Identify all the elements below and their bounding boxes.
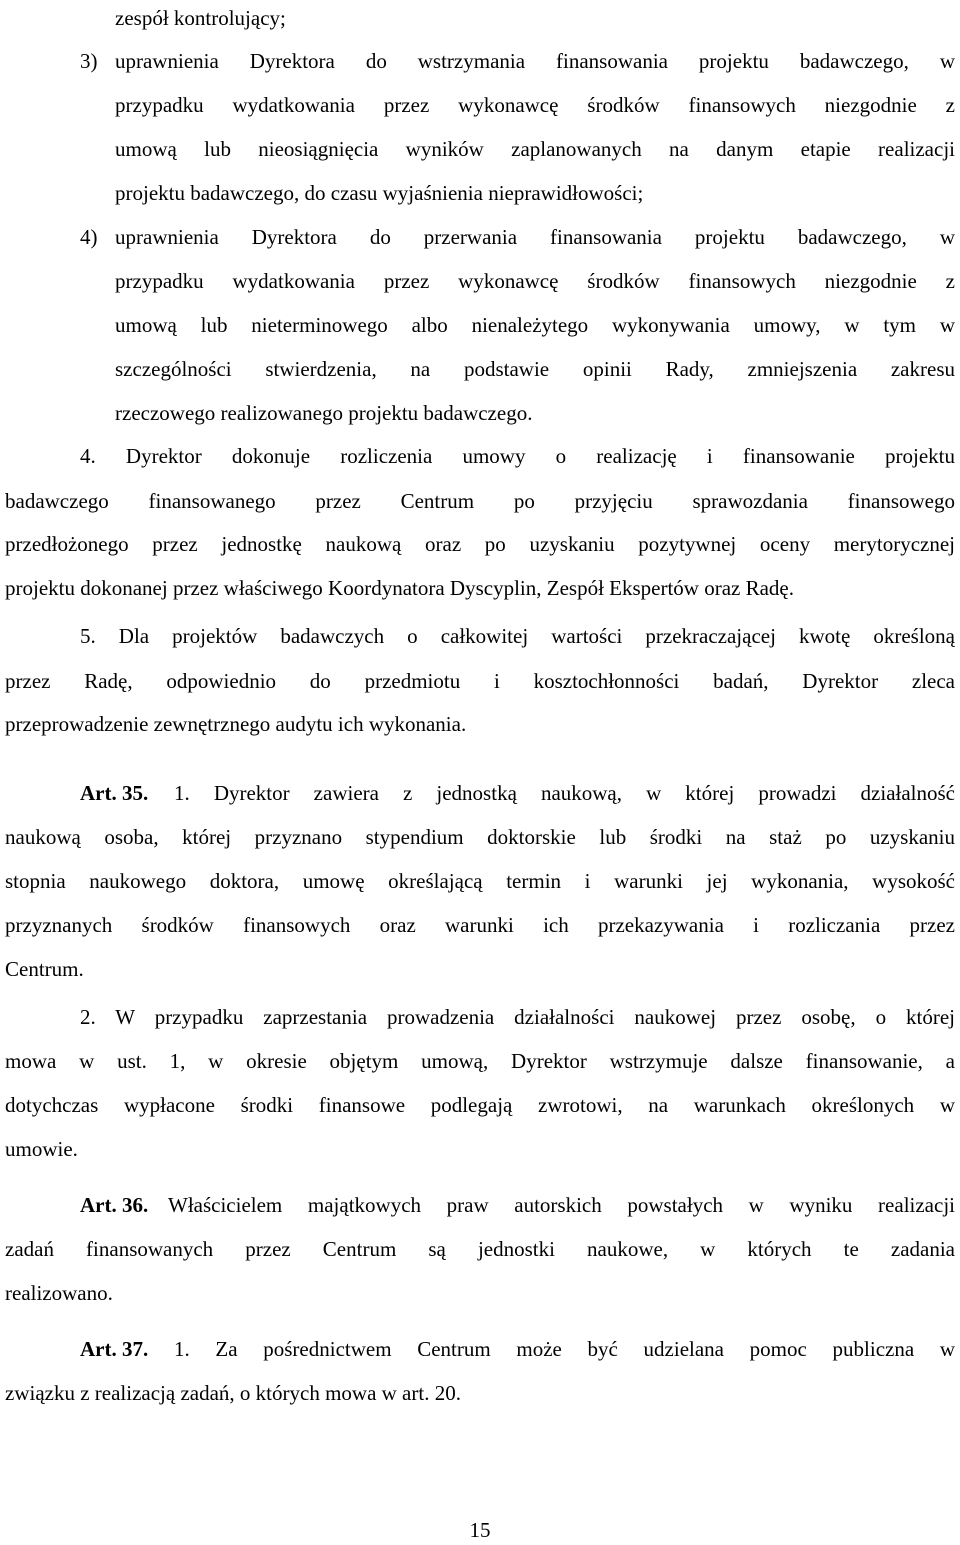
paragraph-line: 1. Za pośrednictwem Centrum może być udzielana pomoc publiczna w [174,1337,955,1361]
paragraph-line: 4. Dyrektor dokonuje rozliczenia umowy o realizację i finansowanie projektu [80,444,955,468]
paragraph-line: zadań finansowanych przez Centrum są jednostki naukowe, w których te zadania [5,1237,955,1261]
list-item-text: umową lub nieterminowego albo nienależytego wykonywania umowy, w tym w [115,313,955,337]
paragraph-line: mowa w ust. 1, w okresie objętym umową, Dyrektor wstrzymuje dalsze finansowanie, a [5,1049,955,1073]
paragraph-line: umowie. [5,1137,78,1161]
paragraph-line: Centrum. [5,957,84,981]
paragraph-line: realizowano. [5,1281,113,1305]
paragraph-line: przedłożonego przez jednostkę naukową oraz po uzyskaniu pozytywnej oceny merytorycznej [5,532,955,556]
article-heading: Art. 35. [80,781,149,805]
paragraph-line: przez Radę, odpowiednio do przedmiotu i kosztochłonności badań, Dyrektor zleca [5,669,955,693]
paragraph-line: naukową osoba, której przyznano stypendium doktorskie lub środki na staż po uzyskaniu [5,825,955,849]
paragraph-line: badawczego finansowanego przez Centrum po przyjęciu sprawozdania finansowego [5,489,955,513]
paragraph-line: przyznanych środków finansowych oraz warunki ich przekazywania i rozliczania przez [5,913,955,937]
paragraph-line: przeprowadzenie zewnętrznego audytu ich wykonania. [5,712,467,736]
paragraph-line: stopnia naukowego doktora, umowę określającą termin i warunki jej wykonania, wysokość [5,869,955,893]
paragraph-line: dotychczas wypłacone środki finansowe podlegają zwrotowi, na warunkach określonych w [5,1093,955,1117]
paragraph-line: 1. Dyrektor zawiera z jednostką naukową, w której prowadzi działalność [174,781,955,805]
list-item-text: zespół kontrolujący; [115,6,286,30]
list-item-text: uprawnienia Dyrektora do wstrzymania finansowania projektu badawczego, w [115,49,955,73]
list-item-number: 3) [80,49,98,73]
paragraph-line: Właścicielem majątkowych praw autorskich powstałych w wyniku realizacji [168,1193,955,1217]
list-item-text: szczególności stwierdzenia, na podstawie opinii Rady, zmniejszenia zakresu [115,357,955,381]
list-item-text: przypadku wydatkowania przez wykonawcę środków finansowych niezgodnie z [115,269,955,293]
list-item-number: 4) [80,225,98,249]
paragraph-line: projektu dokonanej przez właściwego Koordynatora Dyscyplin, Zespół Ekspertów oraz Radę. [5,576,795,600]
paragraph-line: 5. Dla projektów badawczych o całkowitej wartości przekraczającej kwotę określoną [80,624,955,648]
paragraph-line: związku z realizacją zadań, o których mowa w art. 20. [5,1381,461,1405]
list-item-text: przypadku wydatkowania przez wykonawcę środków finansowych niezgodnie z [115,93,955,117]
article-heading: Art. 37. [80,1337,149,1361]
list-item-text: projektu badawczego, do czasu wyjaśnienia nieprawidłowości; [115,181,644,205]
article-heading: Art. 36. [80,1193,149,1217]
paragraph-line: 2. W przypadku zaprzestania prowadzenia działalności naukowej przez osobę, o której [80,1005,955,1029]
list-item-text: uprawnienia Dyrektora do przerwania finansowania projektu badawczego, w [115,225,955,249]
list-item-text: umową lub nieosiągnięcia wyników zaplanowanych na danym etapie realizacji [115,137,955,161]
page-number: 15 [469,1518,491,1542]
list-item-text: rzeczowego realizowanego projektu badawczego. [115,401,533,425]
